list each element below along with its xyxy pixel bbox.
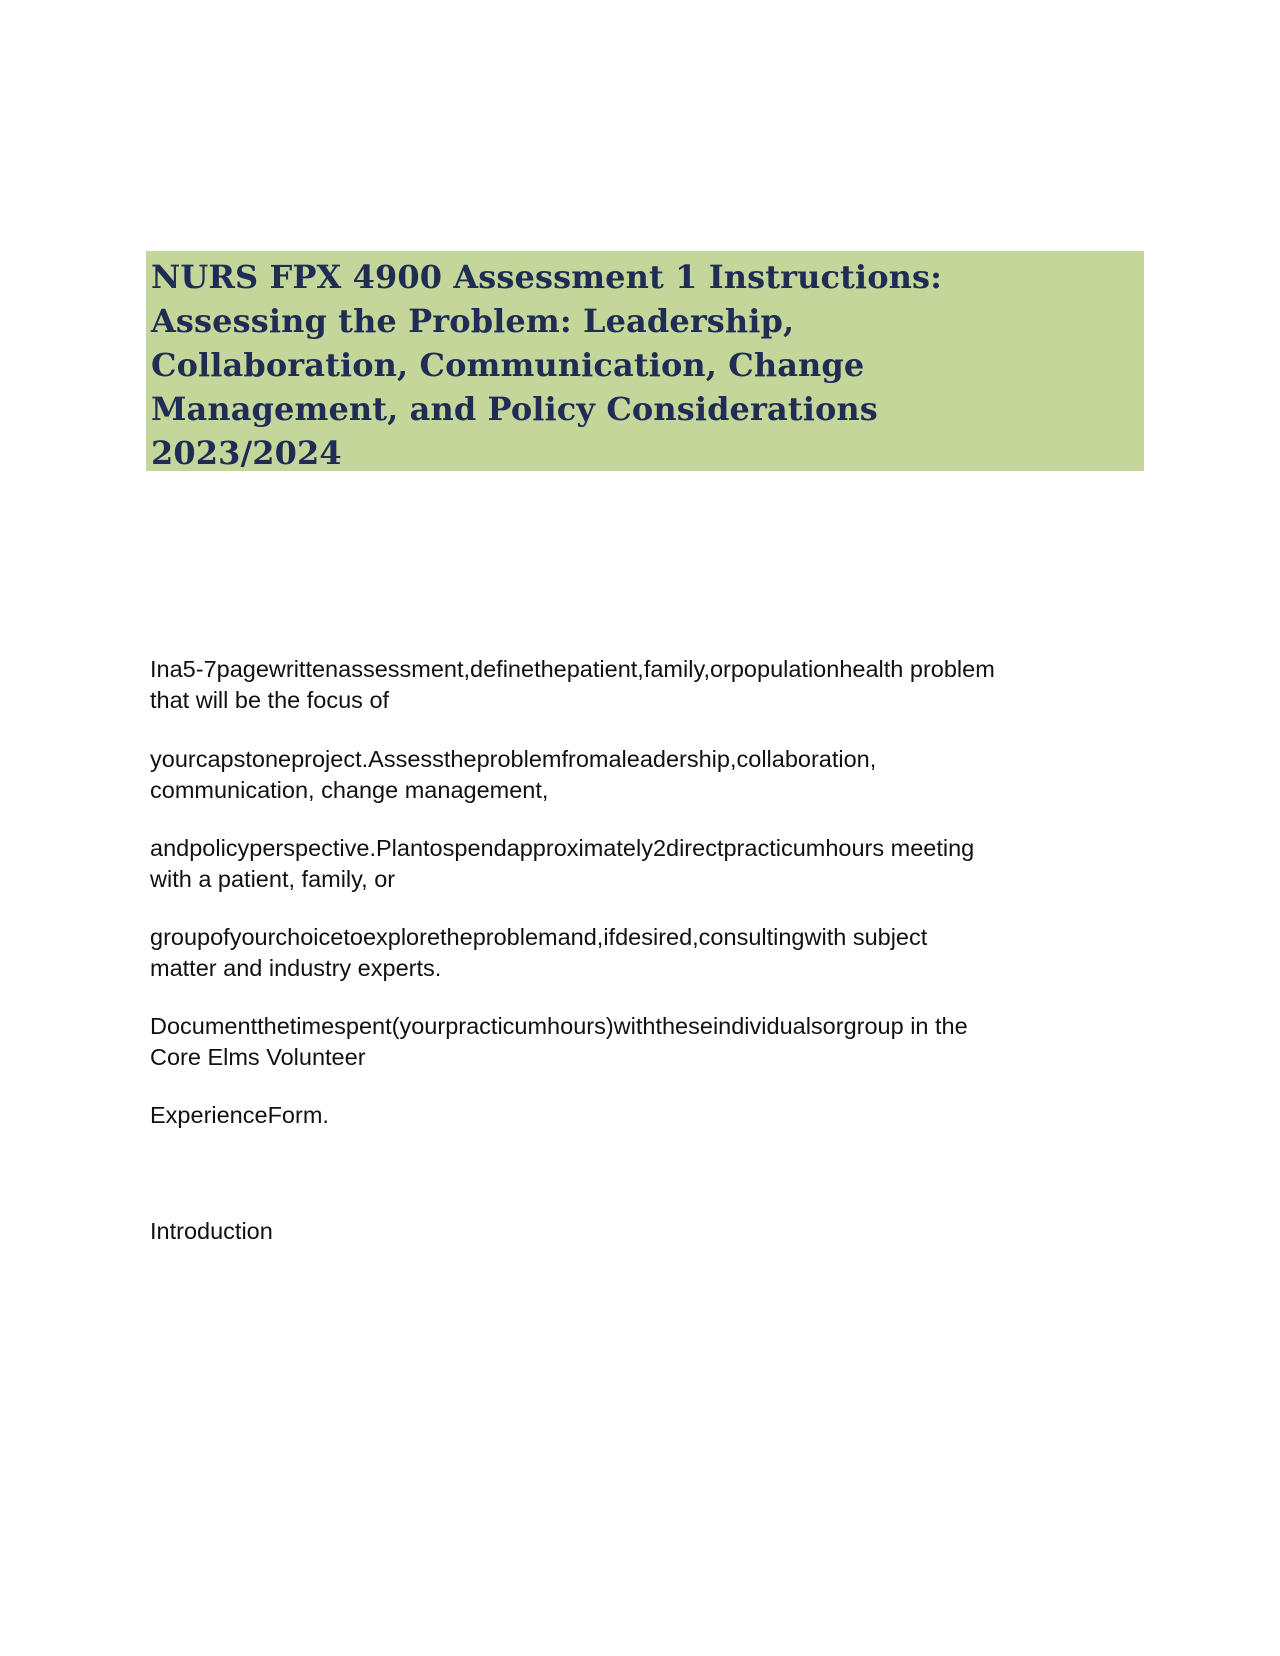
paragraph-line: yourcapstoneproject.Assesstheproblemfromaleadership,collaboration, (150, 746, 877, 772)
paragraph-line: that will be the focus of (150, 687, 390, 713)
paragraph (150, 1011, 1140, 1073)
paragraph-line: ExperienceForm. (150, 1102, 329, 1128)
title-line: Assessing the Problem: Leadership, (151, 302, 795, 340)
paragraph (150, 654, 1140, 716)
title-line: Collaboration, Communication, Change (151, 346, 865, 384)
paragraph-line: andpolicyperspective.Plantospendapproximately2directpracticumhours meeting (150, 835, 975, 861)
title-line: NURS FPX 4900 Assessment 1 Instructions: (151, 258, 943, 296)
paragraph-line: communication, change management, (150, 777, 549, 803)
title-line: 2023/2024 (151, 434, 342, 472)
paragraph-line: Core Elms Volunteer (150, 1044, 366, 1070)
document-title (146, 251, 1144, 471)
section-heading-text: Introduction (150, 1218, 273, 1244)
paragraph-line: Documentthetimespent(yourpracticumhours)withtheseindividualsorgroup in the (150, 1013, 968, 1039)
paragraph-line: matter and industry experts. (150, 955, 442, 981)
paragraph (150, 744, 1140, 806)
paragraph (150, 922, 1140, 984)
paragraph-line: with a patient, family, or (150, 866, 396, 892)
section-heading (150, 1216, 1140, 1247)
paragraph (150, 1100, 1140, 1131)
paragraph-line: Ina5-7pagewrittenassessment,definethepatient,family,orpopulationhealth problem (150, 656, 995, 682)
title-line: Management, and Policy Considerations (151, 390, 878, 428)
paragraph-line: groupofyourchoicetoexploretheproblemand,ifdesired,consultingwith subject (150, 924, 928, 950)
paragraph (150, 833, 1140, 895)
